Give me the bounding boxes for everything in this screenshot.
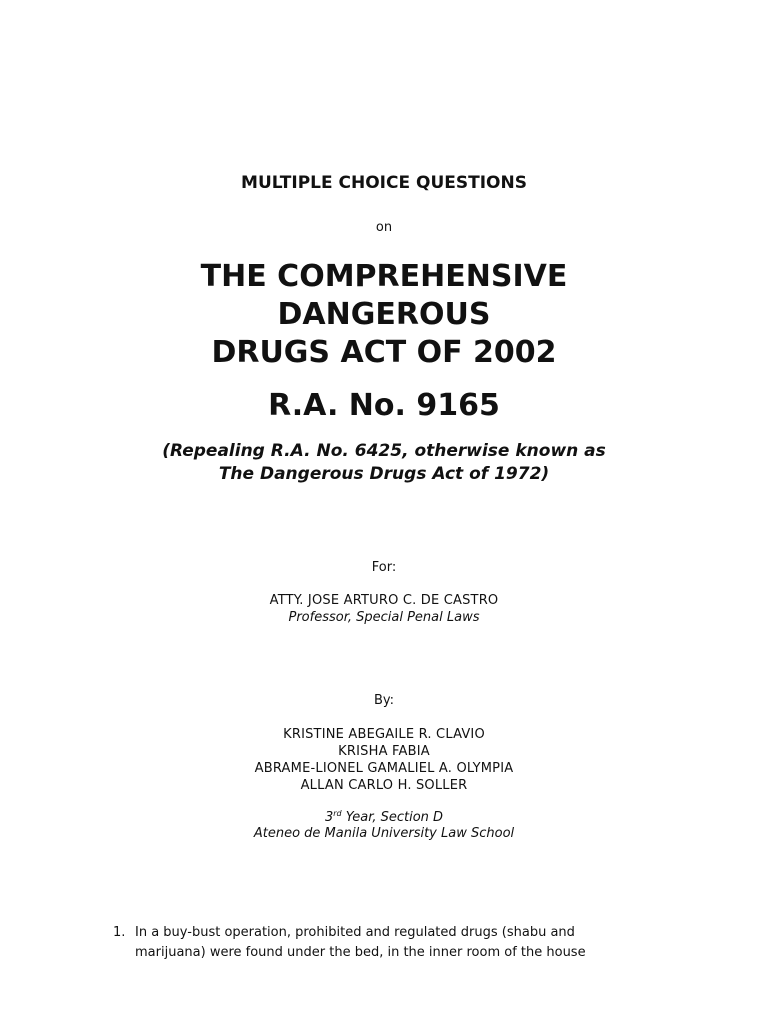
year-rest: Year, Section D <box>341 810 444 825</box>
author-name: ABRAME-LIONEL GAMALIEL A. OLYMPIA <box>254 761 514 776</box>
repeal-line: (Repealing R.A. No. 6425, otherwise known as <box>162 441 606 461</box>
on-label: on <box>375 220 393 235</box>
question-text <box>135 923 685 962</box>
author-name: KRISHA FABIA <box>338 744 430 759</box>
professor-name: ATTY. JOSE ARTURO C. DE CASTRO <box>269 593 499 608</box>
school-name: Ateneo de Manila University Law School <box>253 826 515 841</box>
author-name: ALLAN CARLO H. SOLLER <box>300 778 468 793</box>
author-list <box>0 726 768 794</box>
year-number: 3 <box>324 810 334 825</box>
question-line: In a buy-bust operation, prohibited and regulated drugs (shabu and <box>135 925 575 940</box>
question-number: 1. <box>113 925 126 940</box>
ra-number: R.A. No. 9165 <box>268 388 500 423</box>
for-label: For: <box>371 560 397 575</box>
title-line: DANGEROUS <box>277 297 491 332</box>
author-name: KRISTINE ABEGAILE R. CLAVIO <box>283 727 485 742</box>
question-line: marijuana) were found under the bed, in the inner room of the house <box>135 944 586 960</box>
repeal-note <box>0 440 768 486</box>
document-title <box>0 258 768 372</box>
title-line: THE COMPREHENSIVE <box>200 259 568 294</box>
year-suffix: rd <box>333 809 342 818</box>
year-section <box>0 809 768 825</box>
document-heading: MULTIPLE CHOICE QUESTIONS <box>241 173 527 193</box>
professor-title: Professor, Special Penal Laws <box>288 610 480 625</box>
repeal-line: The Dangerous Drugs Act of 1972) <box>218 464 550 484</box>
title-line: DRUGS ACT OF 2002 <box>211 335 557 370</box>
by-label: By: <box>373 693 395 708</box>
